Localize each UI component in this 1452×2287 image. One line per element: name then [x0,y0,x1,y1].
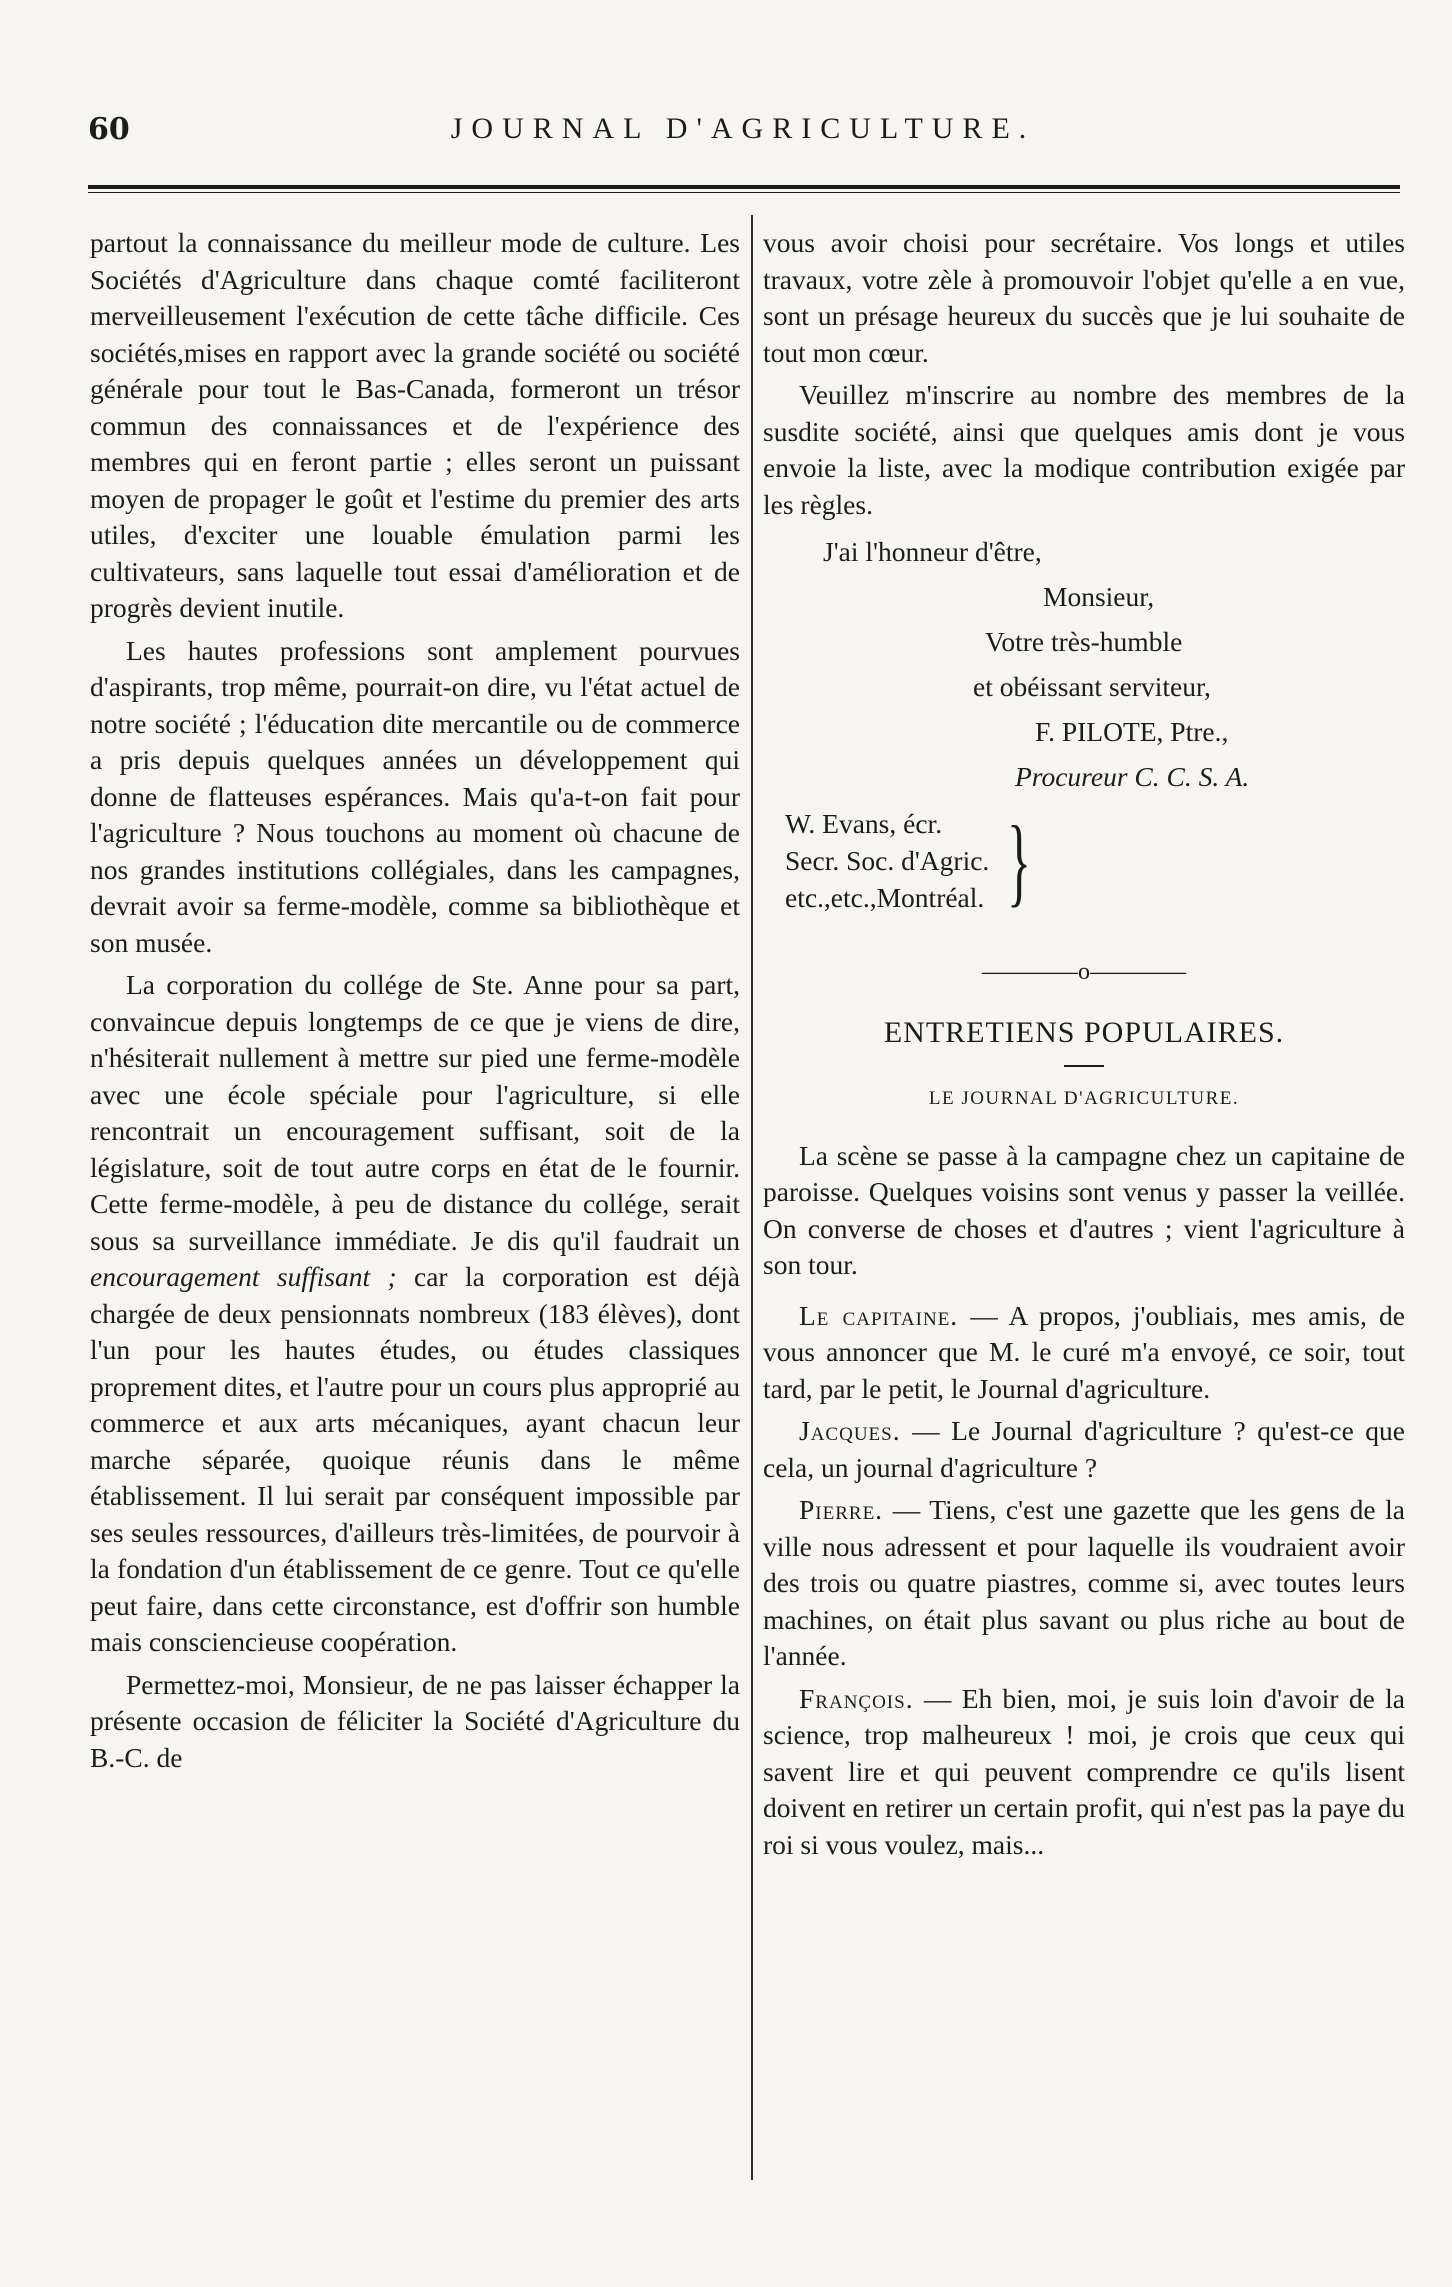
paragraph: Veuillez m'inscrire au nombre des membres de la susdite société, ainsi que quelques amis dont je vous envoie la liste, avec la modique contribution exigée par les règles. [763,379,1405,520]
speaker-name: Jacques. [799,1415,901,1446]
page-header [88,108,1398,158]
address-line: W. Evans, écr. [785,808,943,839]
speaker-name: François. [799,1682,914,1714]
dialogue-text: — A propos, j'oubliais, mes amis, de vous annoncer que M. le curé m'a envoyé, ce soir, tout tard, par le petit, le Journal d'agriculture. [763,1299,1405,1404]
closing-line: et obéissant serviteur, [973,671,1211,702]
running-title: JOURNAL D'AGRICULTURE. [450,112,1036,145]
speaker-name: Le capitaine. [799,1299,959,1331]
dialogue-text: — Tiens, c'est une gazette que les gens de la ville nous adressent et pour laquelle ils voudraient avoir des trois ou quatre piastres, comme si, avec toutes leurs machines, on était plus savant ou plus riche au bout de l'année. [763,1494,1405,1671]
closing-line: Votre très-humble [985,626,1183,657]
dialogue-line [763,1492,1405,1675]
paragraph: vous avoir choisi pour secrétaire. Vos longs et utiles travaux, votre zèle à promouvoir l'objet qu'elle a en vue, sont un présage heureux du succès que je lui souhaite de tout mon cœur. [763,227,1405,368]
dialogue-line [763,1413,1405,1486]
left-column [90,225,740,1782]
dialogue-line [763,1298,1405,1408]
paragraph: partout la connaissance du meilleur mode de culture. Les Sociétés d'Agriculture dans chaque comté faciliteront merveilleusement l'exécution de cette tâche difficile. Ces sociétés,mises en rapport avec la grande société ou société générale pour tout le Bas-Canada, formeront un trésor commun des connaissances et de l'expérience des membres qui en feront partie ; elles seront un puissant moyen de propager le goût et l'estime du premier des arts utiles, d'exciter une louable émulation parmi les cultivateurs, sans laquelle tout essai d'amélioration et de progrès devient inutile. [90,227,740,623]
closing-line: Monsieur, [1043,581,1155,612]
address-block [785,805,1405,916]
italic-phrase: encouragement suffisant ; [90,1261,397,1292]
header-rule [88,185,1400,193]
section-separator: ————o———— [982,959,1186,985]
dialogue-text: — Eh bien, moi, je suis loin d'avoir de la science, trop malheureux ! moi, je crois que ceux qui savent lire et qui peuvent comprendre ce qu'ils lisent doivent en retirer un certain profit, qui n'est pas la paye du roi si vous voulez, mais... [763,1682,1406,1860]
section-subtitle: LE JOURNAL D'AGRICULTURE. [928,1088,1240,1109]
paragraph-text: La corporation du collége de Ste. Anne pour sa part, convaincue depuis longtemps de ce que je viens de dire, n'hésiterait nullement à mettre sur pied une ferme-modèle avec une école spéciale pour l'agriculture, si elle rencontrait un encouragement suffisant, soit de la législature, soit de tout autre corps en état de le fournir. Cette ferme-modèle, à peu de distance du collége, serait sous sa surveillance immédiate. Je dis qu'il faudrait un [90,969,740,1256]
paragraph [90,967,740,1661]
dialogue-line [763,1681,1405,1864]
right-column [763,225,1405,1869]
paragraph: Permettez-moi, Monsieur, de ne pas laisser échapper la présente occasion de féliciter la Société d'Agriculture du B.-C. de [90,1668,740,1773]
address-line: etc.,etc.,Montréal. [785,882,985,913]
title-rule [1064,1065,1104,1067]
dialogue-text: — Le Journal d'agriculture ? qu'est-ce que cela, un journal d'agriculture ? [763,1415,1405,1483]
signature: F. PILOTE, Ptre., [1035,716,1229,747]
address-line: Secr. Soc. d'Agric. [785,845,990,876]
brace-glyph: } [1007,804,1032,916]
paragraph: Les hautes professions sont amplement pourvues d'aspirants, trop même, pourrait-on dire, vu l'état actuel de notre société ; l'éducation dite mercantile ou de commerce a pris depuis quelques années un développement qui donne de flatteuses espérances. Mais qu'a-t-on fait pour l'agriculture ? Nous touchons au moment où chacune de nos grandes institutions collégiales, dans les campagnes, devrait avoir sa ferme-modèle, comme sa bibliothèque et son musée. [90,634,740,958]
paragraph-text: car la corporation est déjà chargée de deux pensionnats nombreux (183 élèves), dont l'un pour les hautes études, ou études classiques proprement dites, et l'autre pour un cours plus approprié au commerce et aux arts mécaniques, ayant chacun leur marche séparée, quoique réunis dans le même établissement. Il lui serait par conséquent impossible par ses seules ressources, d'ailleurs très-limitées, de pourvoir à la fondation d'un établissement de ce genre. Tout ce qu'elle peut faire, dans cette circonstance, est d'offrir son humble mais consciencieuse coopération. [90,1261,741,1657]
intro-paragraph: La scène se passe à la campagne chez un capitaine de paroisse. Quelques voisins sont venus y passer la veillée. On converse de choses et d'autres ; vient l'agriculture à son tour. [763,1139,1405,1280]
column-divider [751,215,753,2180]
page-number: 60 [88,112,130,147]
closing-line: J'ai l'honneur d'être, [823,536,1042,567]
signature-title: Procureur C. C. S. A. [1015,761,1250,792]
section-title: ENTRETIENS POPULAIRES. [883,1015,1285,1049]
speaker-name: Pierre. [799,1494,884,1525]
letter-closing [763,529,1405,799]
